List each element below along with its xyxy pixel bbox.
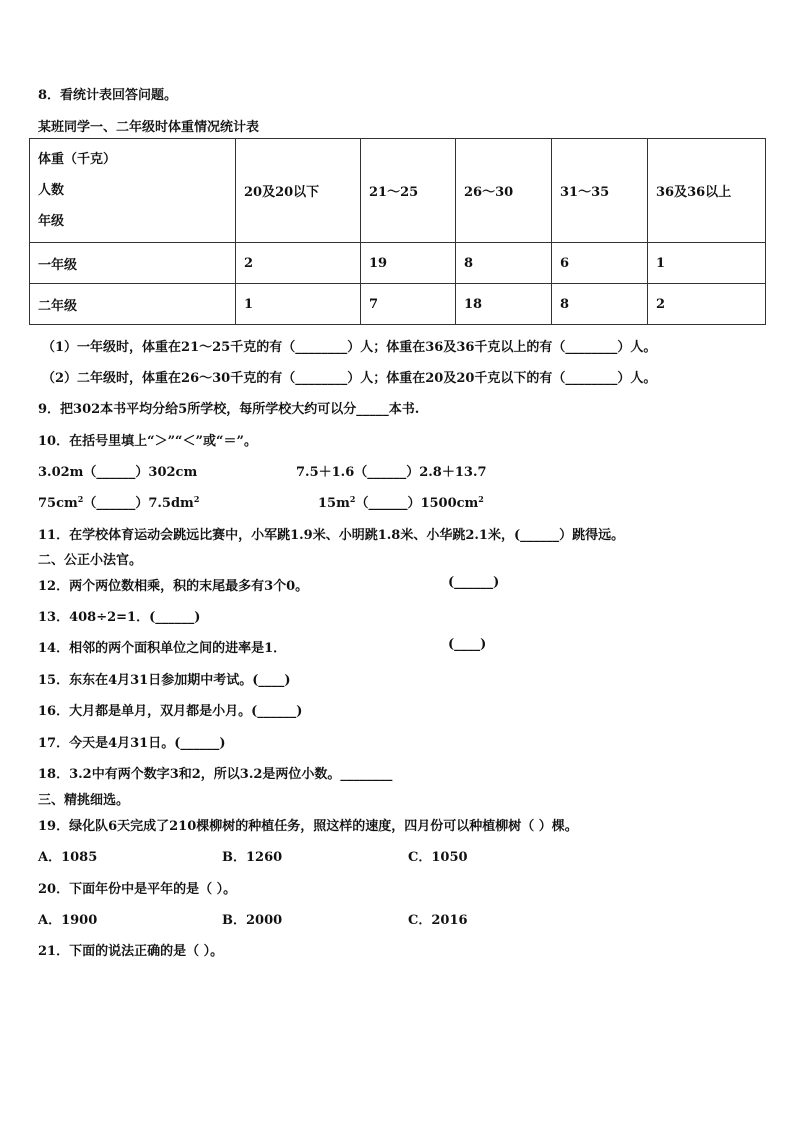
table-cell: 8	[456, 243, 552, 284]
table-caption: 某班同学一、二年级时体重情况统计表	[38, 120, 260, 135]
table-cell: 8	[552, 284, 648, 325]
weight-stats-table	[29, 138, 766, 325]
section-2-heading: 二、公正小法官。	[38, 553, 143, 568]
column-header: 36及36以上	[648, 139, 766, 243]
table-cell: 6	[552, 243, 648, 284]
table-row	[30, 284, 766, 325]
q8-sub2: （2）二年级时，体重在26～30千克的有（________）人；体重在20及20千克以下的有（________）人。	[42, 371, 657, 386]
q15: 15．东东在4月31日参加期中考试。(____)	[38, 673, 291, 688]
q19-option-b: B．1260	[222, 850, 283, 865]
table-cell: 1	[648, 243, 766, 284]
header-grade-label: 年级	[38, 214, 65, 229]
q8-title: 8．看统计表回答问题。	[38, 88, 178, 103]
q10-b-right-mid: （______）1500cm	[355, 496, 479, 511]
column-header: 20及20以下	[236, 139, 361, 243]
q17: 17．今天是4月31日。(______)	[38, 736, 226, 751]
q19-option-a: A．1085	[38, 850, 98, 865]
q12: 12．两个两位数相乘，积的末尾最多有3个0。	[38, 579, 309, 594]
q14: 14．相邻的两个面积单位之间的进率是1．	[38, 641, 287, 656]
section-3-heading: 三、精挑细选。	[38, 793, 130, 808]
superscript: 2	[349, 494, 356, 504]
table-header-row	[30, 139, 766, 243]
q19: 19．绿化队6天完成了210棵柳树的种植任务，照这样的速度，四月份可以种植柳树（ ）棵。	[38, 819, 578, 834]
q10-title: 10．在括号里填上“＞”“＜”或“＝”。	[38, 434, 257, 449]
table-cell: 1	[236, 284, 361, 325]
row-label: 一年级	[30, 243, 236, 284]
q19-option-c: C．1050	[408, 850, 468, 865]
table-cell: 19	[361, 243, 456, 284]
column-header: 31～35	[552, 139, 648, 243]
q8-sub1: （1）一年级时，体重在21～25千克的有（________）人；体重在36及36千克以上的有（________）人。	[42, 340, 657, 355]
table-row	[30, 243, 766, 284]
header-weight-label: 体重（千克）	[38, 152, 117, 167]
table-cell: 18	[456, 284, 552, 325]
q20-option-a: A．1900	[38, 913, 98, 928]
table-cell: 2	[236, 243, 361, 284]
q10-a-right: 7.5＋1.6（______）2.8＋13.7	[296, 465, 487, 480]
q10-b-right-pre: 15m	[318, 496, 350, 511]
q11: 11．在学校体育运动会跳远比赛中，小军跳1.9米、小明跳1.8米、小华跳2.1米，(______）跳得远。	[38, 528, 625, 543]
q10-b-right	[318, 492, 484, 511]
q20: 20．下面年份中是平年的是（ ）。	[38, 882, 237, 897]
column-header: 26～30	[456, 139, 552, 243]
q20-option-b: B．2000	[222, 913, 283, 928]
q10-b-left-pre: 75cm	[38, 496, 78, 511]
table-cell: 7	[361, 284, 456, 325]
superscript: 2	[478, 494, 484, 504]
q9: 9．把302本书平均分给5所学校，每所学校大约可以分_____本书.	[38, 402, 420, 417]
q10-b-left	[38, 492, 199, 511]
superscript: 2	[77, 494, 84, 504]
q16: 16．大月都是单月，双月都是小月。(______)	[38, 704, 303, 719]
table-cell: 2	[648, 284, 766, 325]
row-label: 二年级	[30, 284, 236, 325]
column-header: 21～25	[361, 139, 456, 243]
q13: 13．408÷2=1．(______)	[38, 610, 201, 625]
header-count-label: 人数	[38, 183, 65, 198]
q21: 21．下面的说法正确的是（ ）。	[38, 944, 224, 959]
diagonal-header-cell	[30, 139, 236, 243]
q20-option-c: C．2016	[408, 913, 468, 928]
q18: 18．3.2中有两个数字3和2，所以3.2是两位小数。________	[38, 767, 393, 782]
q14-paren: (____)	[448, 637, 487, 652]
q10-b-left-mid: （______）7.5dm	[83, 496, 194, 511]
q10-a-left: 3.02m（______）302cm	[38, 465, 198, 480]
superscript: 2	[193, 494, 200, 504]
q12-paren: (______)	[448, 575, 500, 590]
